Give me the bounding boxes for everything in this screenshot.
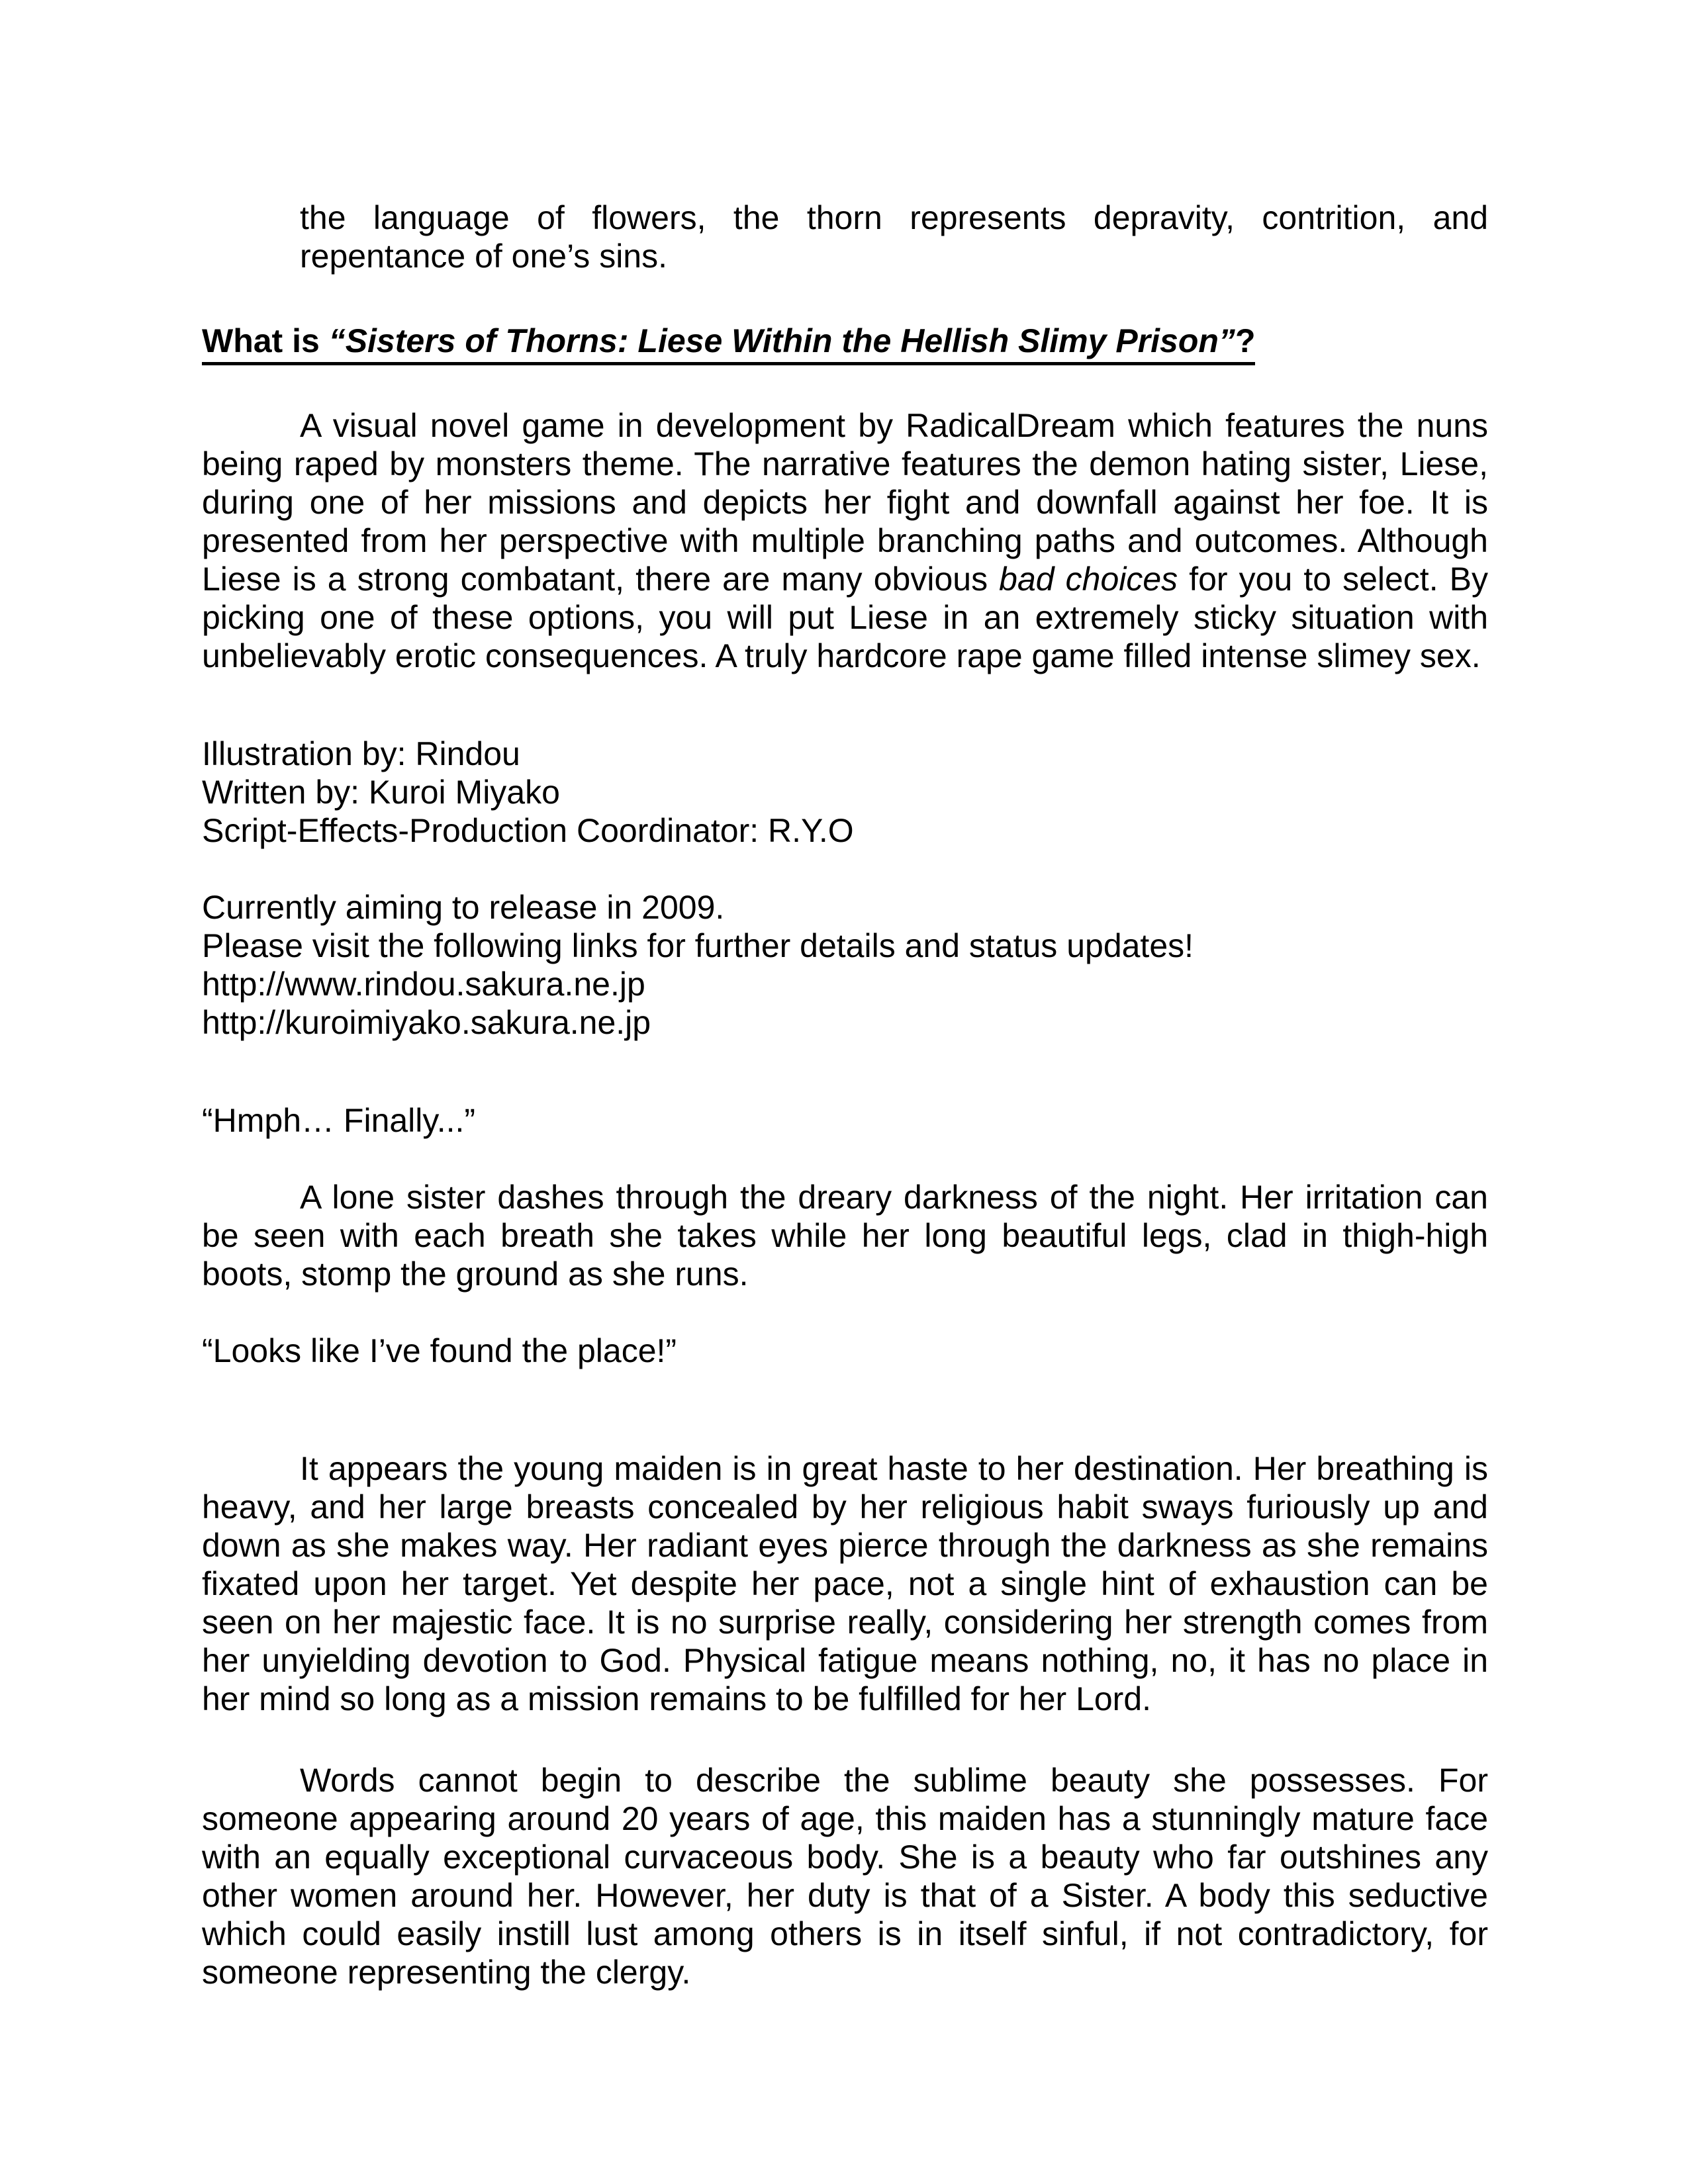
dialogue-line-hmph: “Hmph… Finally...” xyxy=(202,1102,476,1139)
credit-line-illustration: Illustration by: Rindou xyxy=(202,735,520,772)
intro-paragraph-italic-phrase: bad choices xyxy=(999,561,1178,598)
section-heading-underlined-text xyxy=(202,322,1255,365)
section-heading xyxy=(202,322,1488,360)
link-kuroimiyako-url: http://kuroimiyako.sakura.ne.jp xyxy=(202,1004,651,1041)
intro-paragraph xyxy=(202,406,1488,675)
links-intro-line: Please visit the following links for further details and status updates! xyxy=(202,927,1194,964)
narration-paragraph-lone-sister: A lone sister dashes through the dreary darkness of the night. Her irritation can be seen with each breath she takes while her long beautiful legs, clad in thigh-high boots, stomp the ground as she runs. xyxy=(202,1179,1488,1293)
continuation-paragraph: the language of flowers, the thorn represents depravity, contrition, and repentance of one’s sins. xyxy=(300,199,1488,275)
intro-paragraph-text-end: for you to select. By picking one of these options, you will put Liese in an extremely sticky situation with unbelievably erotic consequences. A truly hardcore rape game filled intense slimey sex. xyxy=(202,561,1488,674)
credits-block xyxy=(202,735,1488,850)
narration-paragraph-haste: It appears the young maiden is in great haste to her destination. Her breathing is heavy, and her large breasts concealed by her religious habit sways furiously up and down as she makes way. Her radiant eyes pierce through the darkness as she remains fixated upon her target. Yet despite her pace, not a single hint of exhaustion can be seen on her majestic face. It is no surprise really, considering her strength comes from her unyielding devotion to God. Physical fatigue means nothing, no, it has no place in her mind so long as a mission remains to be fulfilled for her Lord. xyxy=(202,1450,1488,1717)
credit-line-coordinator: Script-Effects-Production Coordinator: R.Y.O xyxy=(202,812,854,849)
heading-suffix: ? xyxy=(1235,322,1256,359)
dialogue-line-found-place: “Looks like I’ve found the place!” xyxy=(202,1332,677,1369)
link-rindou-url: http://www.rindou.sakura.ne.jp xyxy=(202,966,645,1003)
release-date-line: Currently aiming to release in 2009. xyxy=(202,889,725,926)
intro-paragraph-text-start: A visual novel game in development by RadicalDream which features the nuns being raped by monsters theme. The narrative features the demon hating sister, Liese, during one of her missions and depicts her fight and downfall against her foe. It is presented from her perspective with multiple branching paths and outcomes. Although Liese is a strong combatant, there are many obvious xyxy=(202,407,1488,598)
credit-line-writer: Written by: Kuroi Miyako xyxy=(202,774,560,811)
narration-paragraph-beauty: Words cannot begin to describe the sublime beauty she possesses. For someone appearing around 20 years of age, this maiden has a stunningly mature face with an equally exceptional curvaceous body. She is a beauty who far outshines any other women around her. However, her duty is that of a Sister. A body this seductive which could easily instill lust among others is in itself sinful, if not contradictory, for someone representing the clergy. xyxy=(202,1762,1488,1991)
release-info-block xyxy=(202,888,1488,1042)
heading-game-title: “Sisters of Thorns: Liese Within the Hellish Slimy Prison” xyxy=(328,322,1235,359)
heading-prefix: What is xyxy=(202,322,329,359)
